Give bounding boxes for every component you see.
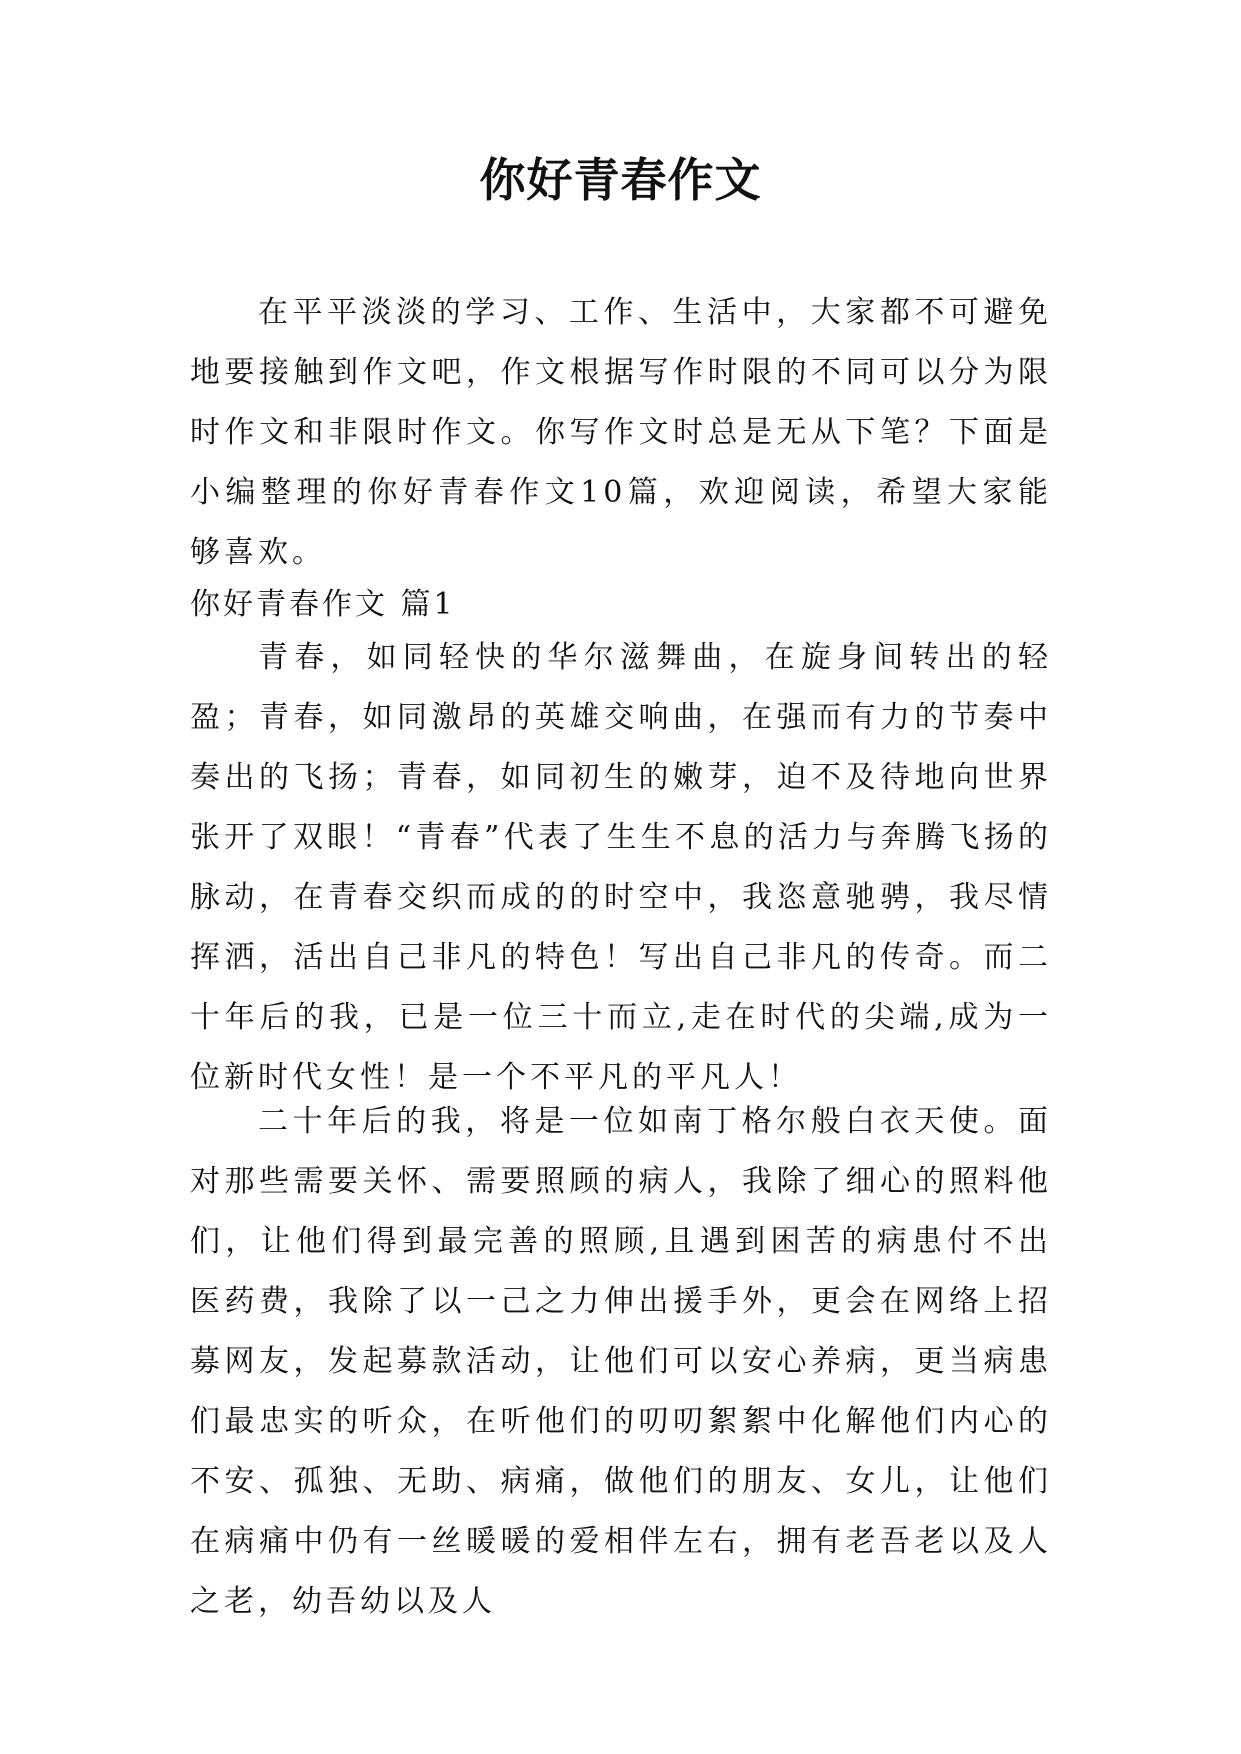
intro-paragraph: 在平平淡淡的学习、工作、生活中，大家都不可避免地要接触到作文吧，作文根据写作时限的不同可以分为限时作文和非限时作文。你写作文时总是无从下笔？下面是小编整理的你好青春作文10篇，欢迎阅读，希望大家能够喜欢。 [190,295,1052,570]
body-paragraph-2: 二十年后的我，将是一位如南丁格尔般白衣天使。面对那些需要关怀、需要照顾的病人，我除了细心的照料他们，让他们得到最完善的照顾,且遇到困苦的病患付不出医药费，我除了以一己之力伸出援手外，更会在网络上招募网友，发起募款活动，让他们可以安心养病，更当病患们最忠实的听众，在听他们的叨叨絮絮中化解他们内心的不安、孤独、无助、病痛，做他们的朋友、女儿，让他们在病痛中仍有一丝暖暖的爱相伴左右，拥有老吾老以及人之老，幼吾幼以及人 [190,1104,1052,1619]
section-heading: 你好青春作文 篇1 [190,587,456,622]
document-title: 你好青春作文 [479,153,762,207]
body-paragraph-1: 青春，如同轻快的华尔滋舞曲，在旋身间转出的轻盈；青春，如同激昂的英雄交响曲，在强而有力的节奏中奏出的飞扬；青春，如同初生的嫩芽，迫不及待地向世界张开了双眼！“青春”代表了生生不息的活力与奔腾飞扬的脉动，在青春交织而成的的时空中，我恣意驰骋，我尽情挥洒，活出自己非凡的特色！写出自己非凡的传奇。而二十年后的我，已是一位三十而立,走在时代的尖端,成为一位新时代女性！是一个不平凡的平凡人！ [190,640,1052,1095]
